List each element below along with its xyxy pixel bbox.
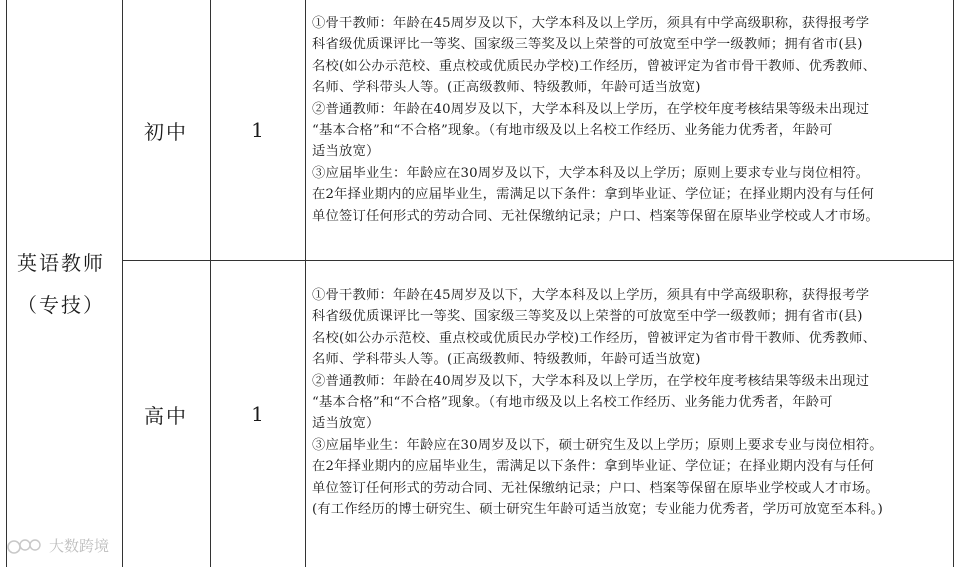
requirement-line: 名校(如公办示范校、重点校或优质民办学校)工作经历，曾被评定为省市骨干教师、优秀教师、 xyxy=(312,58,877,74)
requirement-line: 科省级优质课评比一等奖、国家级三等奖及以上荣誉的可放宽至中学一级教师；拥有省市(县) xyxy=(312,309,863,325)
requirement-line: “基本合格”和“不合格”现象。（有地市级及以上名校工作经历、业务能力优秀者，年龄可 xyxy=(312,123,833,139)
position-title-line2: （专技） xyxy=(17,292,105,317)
requirement-line: ②普通教师：年龄在40周岁及以下，大学本科及以上学历，在学校年度考核结果等级未出现过 xyxy=(312,373,870,389)
requirement-line: 单位签订任何形式的劳动合同、无社保缴纳记录；户口、档案等保留在原毕业学校或人才市场。 xyxy=(312,480,879,496)
watermark-logo-icon xyxy=(6,536,46,556)
table-border-right xyxy=(953,0,954,567)
position-title xyxy=(0,0,122,567)
requirement-line: ③应届毕业生：年龄应在30周岁及以下，硕士研究生及以上学历；原则上要求专业与岗位相符。 xyxy=(312,437,883,453)
position-title-line1: 英语教师 xyxy=(17,250,105,275)
requirement-line: 适当放宽） xyxy=(312,144,380,160)
requirement-line: ③应届毕业生：年龄应在30周岁及以下，大学本科及以上学历；原则上要求专业与岗位相符。 xyxy=(312,165,870,181)
requirement-line: 科省级优质课评比一等奖、国家级三等奖及以上荣誉的可放宽至中学一级教师；拥有省市(县) xyxy=(312,37,863,53)
requirement-line: (有工作经历的博士研究生、硕士研究生年龄可适当放宽；专业能力优秀者，学历可放宽至本科。) xyxy=(312,502,883,518)
requirement-line: 名校(如公办示范校、重点校或优质民办学校)工作经历，曾被评定为省市骨干教师、优秀教师、 xyxy=(312,330,877,346)
requirement-line: 名师、学科带头人等。(正高级教师、特级教师，年龄可适当放宽) xyxy=(312,352,701,368)
table-row-1-requirements xyxy=(312,13,952,227)
table-row-2-requirements xyxy=(312,285,952,520)
requirement-line: 适当放宽） xyxy=(312,416,380,432)
requirement-line: 在2年择业期内的应届毕业生，需满足以下条件：拿到毕业证、学位证；在择业期内没有与任何 xyxy=(312,459,875,475)
table-row-2-count: 1 xyxy=(251,402,264,426)
watermark-text: 大数跨境 xyxy=(49,537,110,555)
requirement-line: 名师、学科带头人等。(正高级教师、特级教师，年龄可适当放宽) xyxy=(312,80,701,96)
table-row-1-count: 1 xyxy=(251,118,264,142)
requirement-line: 单位签订任何形式的劳动合同、无社保缴纳记录；户口、档案等保留在原毕业学校或人才市场。 xyxy=(312,208,879,224)
requirement-line: ②普通教师：年龄在40周岁及以下，大学本科及以上学历，在学校年度考核结果等级未出现过 xyxy=(312,101,870,117)
column-divider-3 xyxy=(305,0,306,567)
requirement-line: ①骨干教师：年龄在45周岁及以下，大学本科及以上学历，须具有中学高级职称，获得报考学 xyxy=(312,16,870,31)
requirement-line: ①骨干教师：年龄在45周岁及以下，大学本科及以上学历，须具有中学高级职称，获得报考学 xyxy=(312,288,870,303)
requirement-line: “基本合格”和“不合格”现象。（有地市级及以上名校工作经历、业务能力优秀者，年龄可 xyxy=(312,395,833,411)
table-row-1-level: 初中 xyxy=(144,119,188,144)
requirement-line: 在2年择业期内的应届毕业生，需满足以下条件：拿到毕业证、学位证；在择业期内没有与任何 xyxy=(312,187,875,203)
watermark xyxy=(6,535,109,556)
table-row-2-level: 高中 xyxy=(144,403,188,428)
